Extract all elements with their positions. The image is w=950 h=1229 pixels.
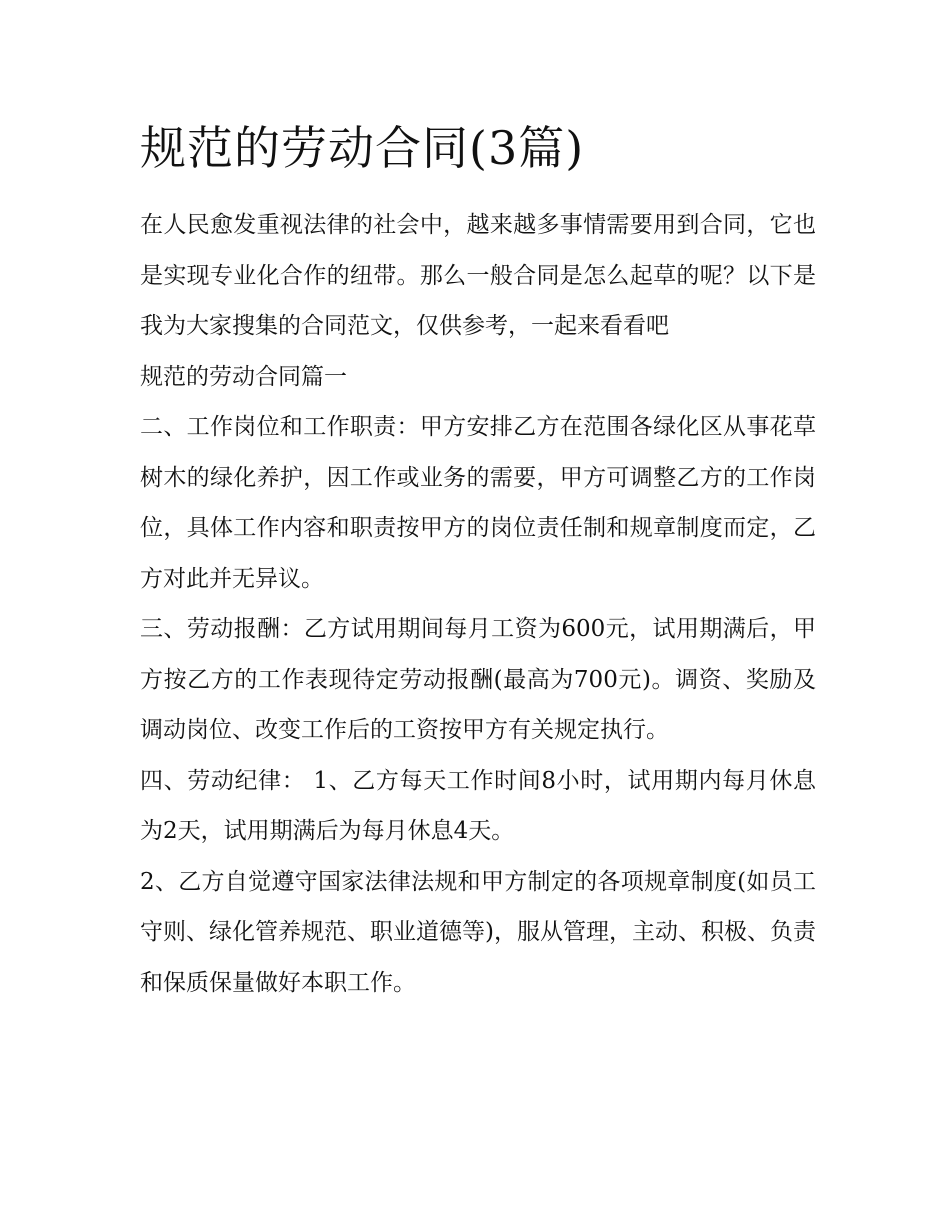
document-body (140, 200, 816, 1008)
page-title: 规范的劳动合同(3篇) (140, 121, 585, 175)
intro-paragraph: 在人民愈发重视法律的社会中，越来越多事情需要用到合同，它也是实现专业化合作的纽带。那么一般合同是怎么起草的呢？以下是我为大家搜集的合同范文，仅供参考，一起来看看吧 (140, 212, 816, 339)
clause-job-duties: 二、工作岗位和工作职责：甲方安排乙方在范围各绿化区从事花草树木的绿化养护，因工作或业务的需要，甲方可调整乙方的工作岗位，具体工作内容和职责按甲方的岗位责任制和规章制度而定，乙方对此并无异议。 (140, 414, 816, 592)
clause-compliance: 2、乙方自觉遵守国家法律法规和甲方制定的各项规章制度(如员工守则、绿化管养规范、职业道德等)，服从管理，主动、积极、负责和保质保量做好本职工作。 (140, 868, 816, 996)
clause-labor-discipline: 四、劳动纪律： 1、乙方每天工作时间8小时，试用期内每月休息为2天，试用期满后为每月休息4天。 (140, 767, 816, 844)
clause-remuneration: 三、劳动报酬：乙方试用期间每月工资为600元，试用期满后，甲方按乙方的工作表现待定劳动报酬(最高为700元)。调资、奖励及调动岗位、改变工作后的工资按甲方有关规定执行。 (140, 616, 816, 743)
section-heading: 规范的劳动合同篇一 (140, 363, 347, 390)
